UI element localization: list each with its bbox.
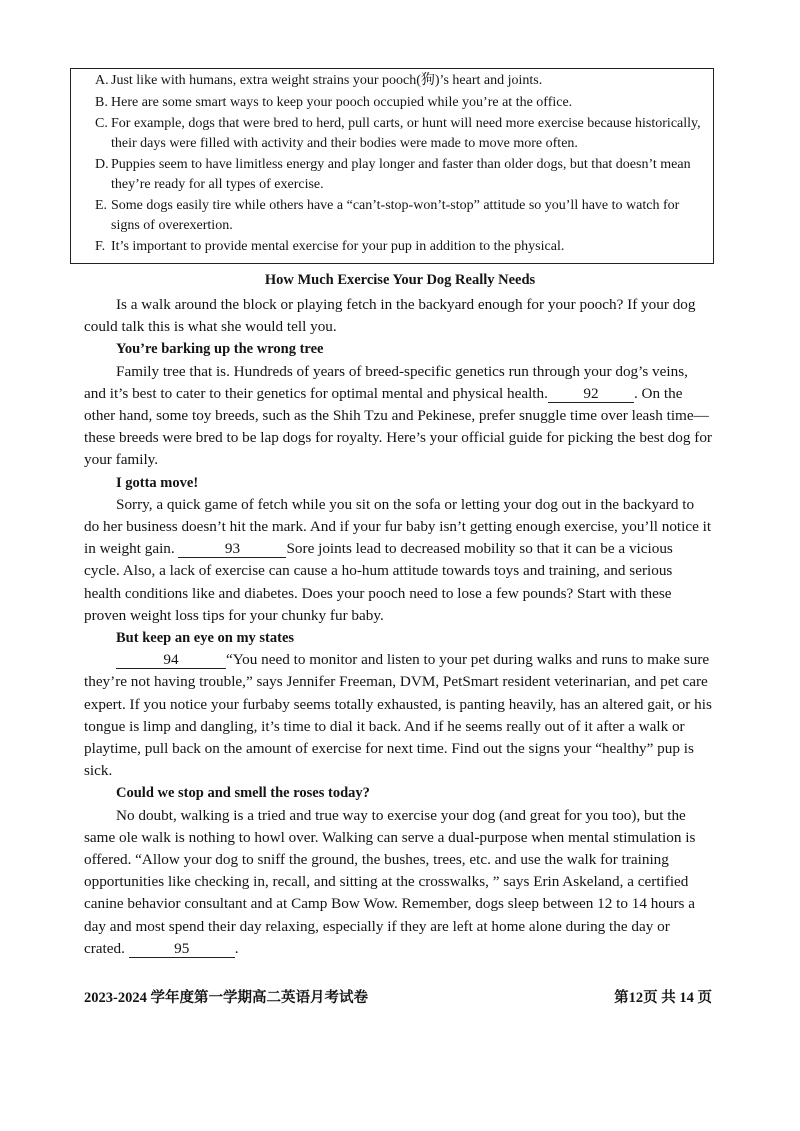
paragraph-text: “You need to monitor and listen to your pet during walks and runs to make sure they’re not having trouble,” says Jennifer Freeman, DVM, PetSmart resident veterinarian, and pet care expert. If you notice your furbaby seems totally exhausted, is panting heavily, has an altered gait, or his tongue is limp and dangling, it’s time to dial it back. And if he seems really out of it after a walk or playtime, pull back on the amount of exercise for next time. Find out the signs your “healthy” pup is sick.	[84, 651, 712, 780]
section-heading: Could we stop and smell the roses today?	[116, 785, 370, 802]
option-a	[71, 71, 713, 91]
option-text: Just like with humans, extra weight strains your pooch(狗)’s heart and joints.	[111, 73, 543, 88]
section-heading: I gotta move!	[116, 474, 199, 491]
option-letter: F.	[95, 239, 106, 254]
answer-blank-95[interactable]: 95	[129, 940, 235, 958]
option-text: Puppies seem to have limitless energy and play longer and faster than older dogs, but that doesn’t mean they’re ready for all types of exercise.	[111, 157, 691, 192]
paragraph-text: Sorry, a quick game of fetch while you sit on the sofa or letting your dog out in the backyard to do her business doesn’t hit the mark. And if your fur baby isn’t getting enough exercise, you’ll notice it in weight gain.	[84, 495, 712, 558]
option-e	[71, 196, 713, 235]
page-footer	[84, 986, 712, 1007]
option-c	[71, 114, 713, 153]
option-d	[71, 155, 713, 194]
section-paragraph	[84, 494, 712, 627]
section-paragraph	[84, 805, 712, 960]
option-letter: C.	[95, 116, 108, 131]
page-number: 第12页 共 14 页	[614, 990, 712, 1006]
paragraph-text: .	[234, 939, 239, 957]
article-body	[84, 294, 712, 960]
paragraph-text: . On the other hand, some toy breeds, such as the Shih Tzu and Pekinese, prefer snuggle time over leash time—these breeds were bred to be lap dogs for royalty. Here’s your official guide for picking the best dog for your family.	[84, 384, 712, 469]
section-paragraph	[84, 361, 712, 472]
option-f	[71, 237, 713, 257]
option-text: It’s important to provide mental exercise for your pup in addition to the physical.	[111, 239, 565, 254]
option-text: Here are some smart ways to keep your pooch occupied while you’re at the office.	[111, 94, 573, 110]
option-letter: D.	[95, 157, 109, 172]
intro-paragraph: Is a walk around the block or playing fetch in the backyard enough for your pooch? If your dog could talk this is what she would tell you.	[84, 296, 696, 336]
answer-blank-94[interactable]: 94	[116, 651, 226, 669]
option-letter: A.	[95, 73, 109, 88]
section-heading: But keep an eye on my states	[116, 630, 295, 647]
options-box	[70, 68, 714, 264]
paragraph-text: Family tree that is. Hundreds of years of breed-specific genetics run through your dog’s veins, and it’s best to cater to their genetics for optimal mental and physical health.	[84, 362, 688, 402]
option-text: For example, dogs that were bred to herd, pull carts, or hunt will need more exercise because historically, their days were filled with activity and their bodies were made to move more often.	[111, 116, 701, 151]
option-letter: E.	[95, 198, 108, 213]
article-title: How Much Exercise Your Dog Really Needs	[264, 272, 536, 288]
answer-blank-92[interactable]: 92	[548, 385, 634, 403]
option-letter: B.	[95, 94, 108, 110]
section-heading: You’re barking up the wrong tree	[116, 341, 324, 358]
exam-title: 2023-2024 学年度第一学期高二英语月考试卷	[84, 990, 368, 1006]
option-b	[71, 93, 713, 113]
paragraph-text: No doubt, walking is a tried and true way to exercise your dog (and great for you too), but the same ole walk is nothing to howl over. Walking can serve a dual-purpose when mental stimulation is offered. “Allow your dog to sniff the ground, the bushes, trees, etc. and use the walk for training opportunities like checking in, recall, and sitting at the crosswalks, ” says Erin Askeland, a certified canine behavior consultant and at Camp Bow Wow. Remember, dogs sleep between 12 to 14 hours a day and most spend their day relaxing, especially if they are left at home alone during the day or crated.	[84, 806, 696, 957]
answer-blank-93[interactable]: 93	[178, 540, 286, 558]
paragraph-text: Sore joints lead to decreased mobility so that it can be a vicious cycle. Also, a lack of exercise can cause a ho-hum attitude towards toys and training, and serious health conditions like and diabetes. Does your pooch need to lose a few pounds? Start with these proven weight loss tips for your chunky fur baby.	[84, 540, 673, 624]
option-text: Some dogs easily tire while others have a “can’t-stop-won’t-stop” attitude so you’ll have to watch for signs of overexertion.	[111, 198, 680, 233]
section-paragraph	[84, 649, 712, 782]
